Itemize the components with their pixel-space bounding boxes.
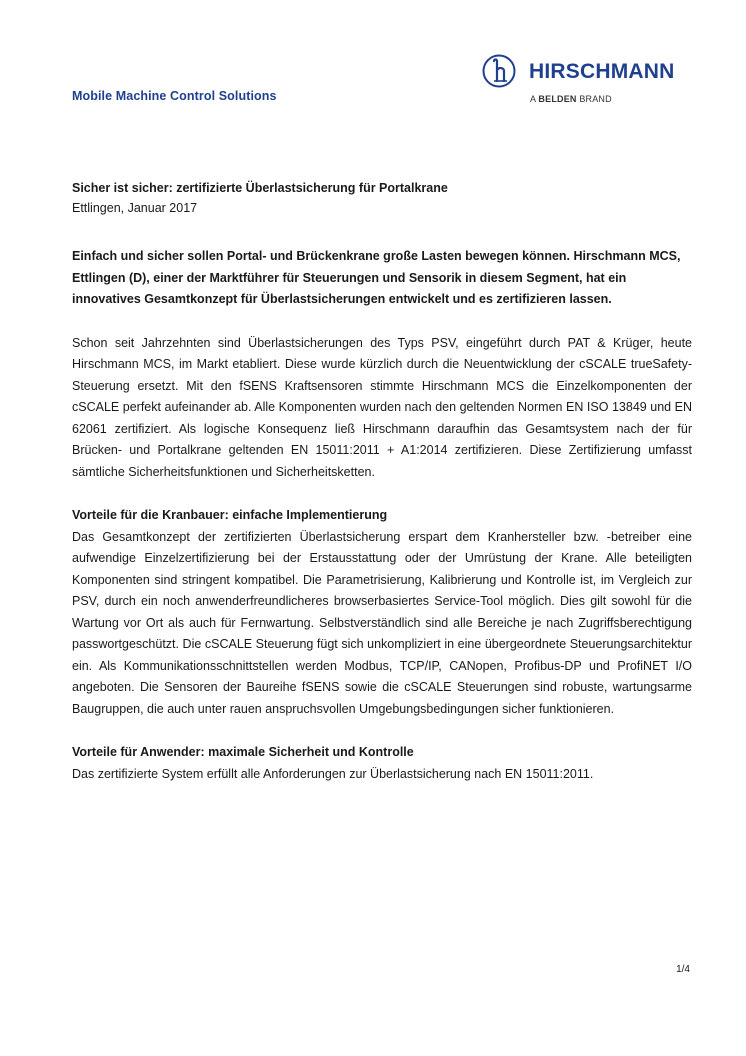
header-tagline: Mobile Machine Control Solutions	[72, 89, 277, 103]
logo-sub-suffix: BRAND	[579, 94, 612, 104]
logo-sub-brand: BELDEN	[538, 94, 577, 104]
article-body	[72, 178, 692, 785]
section-heading-kranbauer: Vorteile für die Kranbauer: einfache Implementierung	[72, 508, 388, 522]
logo-subline	[530, 94, 612, 104]
article-title: Sicher ist sicher: zertifizierte Überlastsicherung für Portalkrane	[72, 181, 448, 195]
article-dateline: Ettlingen, Januar 2017	[72, 201, 198, 215]
company-logo	[482, 54, 696, 106]
article-paragraph: Schon seit Jahrzehnten sind Überlastsicherungen des Typs PSV, eingeführt durch PAT & Krüger, heute Hirschmann MCS, im Markt etabliert. Diese wurde kürzlich durch die Neuentwicklung der cSCALE trueSafety-Steuerung ersetzt. Mit den fSENS Kraftsensoren stimmte Hirschmann MCS die Einzelkomponenten der cSCALE perfekt aufeinander ab. Alle Komponenten wurden nach den geltenden Normen EN ISO 13849 und EN 62061 zertifiziert. Als logische Konsequenz ließ Hirschmann daraufhin das Gesamtsystem nach der für Brücken- und Portalkrane geltenden EN 15011:2011 + A1:2014 zertifizieren. Diese Zertifizierung umfasst sämtliche Sicherheitsfunktionen und Sicherheitsketten.	[72, 335, 692, 479]
section-text-anwender: Das zertifizierte System erfüllt alle Anforderungen zur Überlastsicherung nach EN 15011:2011.	[72, 766, 594, 781]
page-number: 1/4	[676, 964, 690, 975]
article-lead: Einfach und sicher sollen Portal- und Brückenkrane große Lasten bewegen können. Hirschmann MCS, Ettlingen (D), einer der Marktführer für Steuerungen und Sensorik in diesem Segment, hat ein innovatives Gesamtkonzept für Überlastsicherungen entwickelt und es zertifizieren lassen.	[72, 249, 681, 306]
hirschmann-h-logo-icon	[482, 54, 516, 88]
logo-wordmark: HIRSCHMANN	[529, 60, 675, 83]
logo-sub-prefix: A	[530, 94, 536, 104]
section-heading-anwender: Vorteile für Anwender: maximale Sicherheit und Kontrolle	[72, 745, 414, 759]
section-text-kranbauer: Das Gesamtkonzept der zertifizierten Überlastsicherung erspart dem Kranhersteller bzw. -betreiber eine aufwendige Einzelzertifizierung bei der Erstausstattung oder der Umrüstung der Krane. Alle beteiligten Komponenten sind stringent kompatibel. Die Parametrisierung, Kalibrierung und Kontrolle ist, im Vergleich zur PSV, durch ein noch anwenderfreundlicheres browserbasiertes Service-Tool möglich. Dies gilt sowohl für die Wartung vor Ort als auch für Fernwartung. Selbstverständlich sind alle Bereiche je nach Zugriffsberechtigung passwortgeschützt. Die cSCALE Steuerung fügt sich unkompliziert in eine übergeordnete Steuerungsarchitektur ein. Als Kommunikationsschnittstellen werden Modbus, TCP/IP, CANopen, Profibus-DP und ProfiNET I/O angeboten. Die Sensoren der Baureihe fSENS sowie die cSCALE Steuerungen sind robuste, wartungsarme Baugruppen, die auch unter rauen anspruchsvollen Umgebungsbedingungen sicher funktionieren.	[72, 529, 692, 716]
